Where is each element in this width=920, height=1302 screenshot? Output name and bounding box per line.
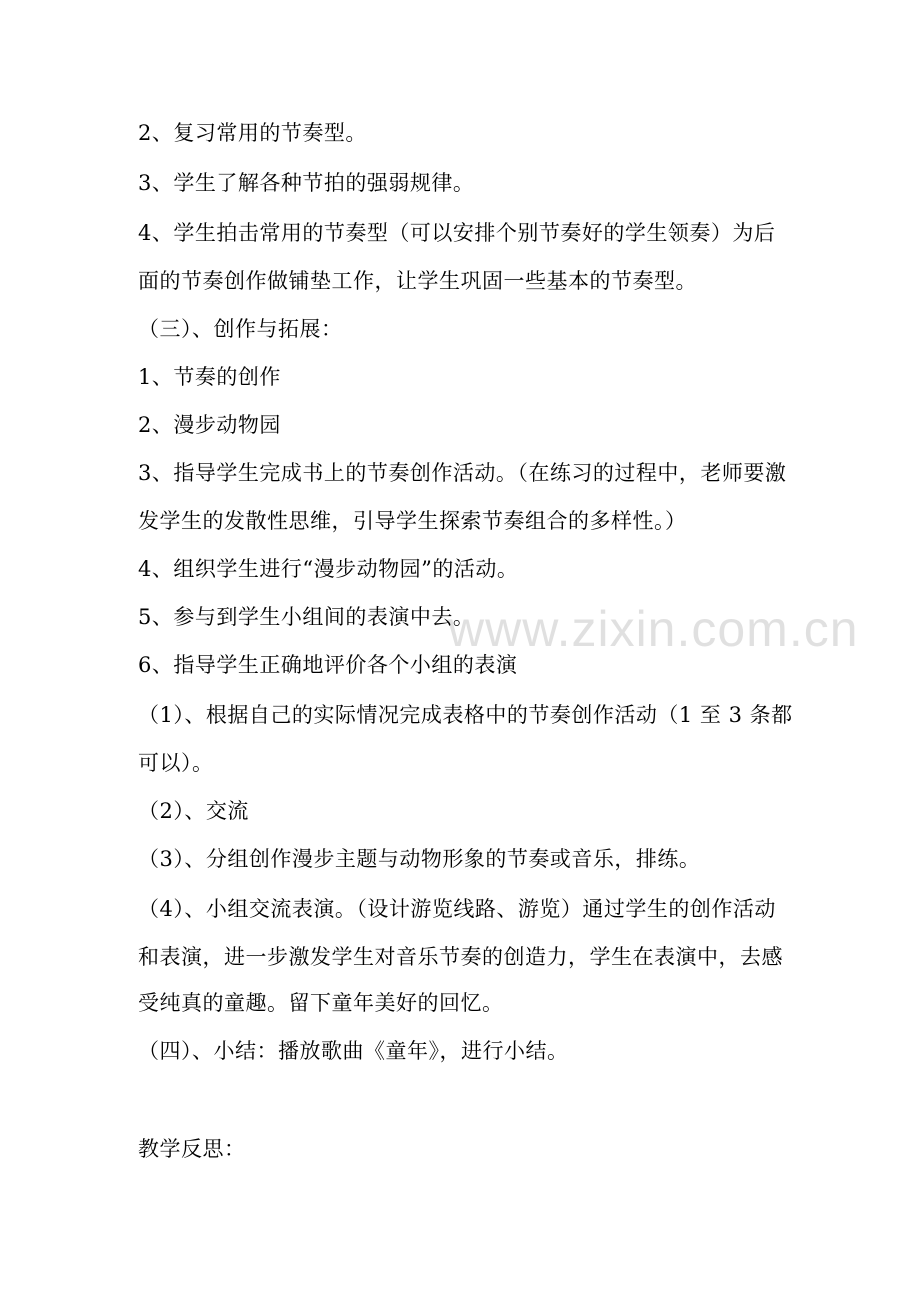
text-line: 面的节奏创作做铺垫工作，让学生巩固一些基本的节奏型。 [138, 269, 697, 293]
section-heading: （四）、小结：播放歌曲《童年》，进行小结。 [138, 1039, 569, 1063]
text-line: 3、学生了解各种节拍的强弱规律。 [138, 171, 475, 195]
text-line: 受纯真的童趣。留下童年美好的回忆。 [138, 991, 504, 1015]
reflection-heading: 教学反思： [138, 1137, 246, 1161]
text-line: 2、漫步动物园 [138, 413, 281, 437]
text-line: 可以）。 [138, 751, 214, 775]
text-line: 6、指导学生正确地评价各个小组的表演 [138, 653, 518, 677]
text-line: 4、组织学生进行“漫步动物园”的活动。 [138, 557, 519, 581]
watermark: www.zixin.com.cn [448, 601, 859, 657]
text-line: （2）、交流 [138, 799, 249, 823]
text-line: 3、指导学生完成书上的节奏创作活动。（在练习的过程中，老师要激 [138, 461, 787, 485]
text-line: 发学生的发散性思维，引导学生探索节奏组合的多样性。） [138, 509, 687, 533]
text-line: 1、节奏的创作 [138, 365, 281, 389]
text-line: 5、参与到学生小组间的表演中去。 [138, 605, 475, 629]
text-line: 2、复习常用的节奏型。 [138, 121, 367, 145]
text-line: （3）、分组创作漫步主题与动物形象的节奏或音乐，排练。 [138, 847, 701, 871]
text-line: （4）、小组交流表演。（设计游览线路、游览）通过学生的创作活动 [138, 897, 776, 921]
section-heading: （三）、创作与拓展： [138, 317, 343, 341]
text-line: （1）、根据自己的实际情况完成表格中的节奏创作活动（1 至 3 条都 [138, 703, 793, 727]
text-line: 和表演，进一步激发学生对音乐节奏的创造力，学生在表演中，去感 [138, 945, 783, 969]
text-line: 4、学生拍击常用的节奏型（可以安排个别节奏好的学生领奏）为后 [138, 221, 776, 245]
